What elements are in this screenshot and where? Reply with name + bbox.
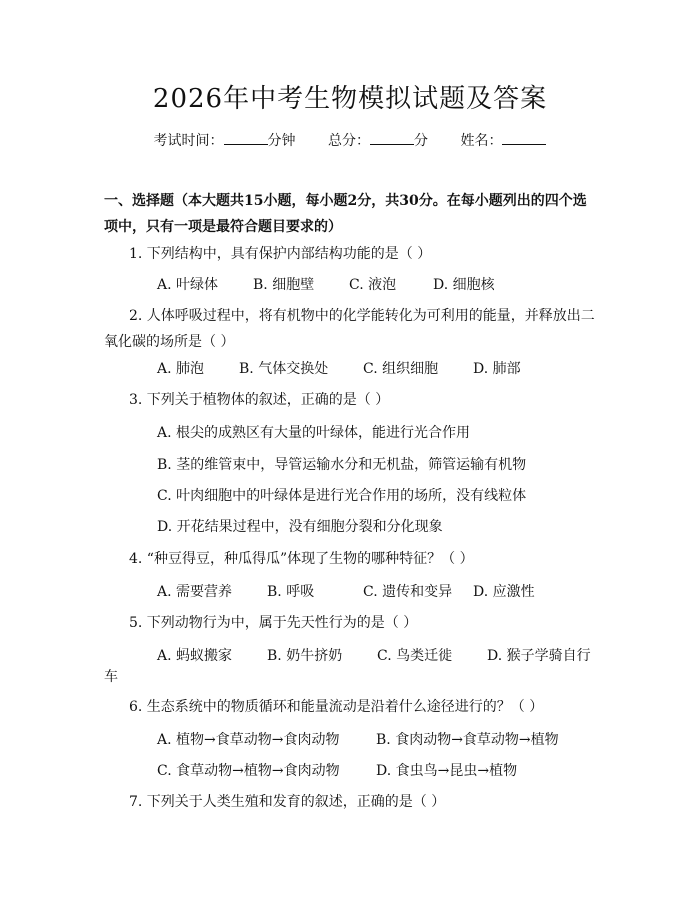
exam-time-label: 考试时间： (153, 133, 224, 149)
question-7-stem: 7. 下列关于人类生殖和发育的叙述，正确的是（ ） (129, 794, 446, 810)
question-6-option-d: D. 食虫鸟→昆虫→植物 (376, 763, 518, 779)
question-5-option-c: C. 鸟类迁徙 (377, 648, 453, 664)
question-4-options (157, 582, 600, 602)
question-5-option-d-overflow: 车 (104, 669, 118, 685)
page-title: 2026年中考生物模拟试题及答案 (152, 84, 548, 114)
question-4-stem: 4. “种豆得豆，种瓜得瓜”体现了生物的哪种特征？（ ） (129, 551, 474, 567)
question-5-option-b: B. 奶牛挤奶 (267, 648, 343, 664)
exam-time-unit: 分钟 (267, 133, 296, 149)
question-4-option-a: A. 需要营养 (157, 584, 233, 600)
question-2-option-d: D. 肺部 (473, 361, 521, 377)
exam-time-field (154, 131, 296, 151)
question-6-option-c: C. 食草动物→植物→食肉动物 (157, 763, 340, 779)
question-1-option-d: D. 细胞核 (433, 277, 495, 293)
question-5-stem: 5. 下列动物行为中，属于先天性行为的是（ ） (129, 615, 418, 631)
question-4-option-d: D. 应激性 (473, 584, 535, 600)
total-score-blank (370, 131, 414, 145)
question-4-option-b: B. 呼吸 (267, 584, 315, 600)
student-name-blank (502, 131, 546, 145)
question-1-stem: 1. 下列结构中，具有保护内部结构功能的是（ ） (129, 246, 432, 262)
question-6-option-a: A. 植物→食草动物→食肉动物 (157, 732, 340, 748)
question-3-option-c: C. 叶肉细胞中的叶绿体是进行光合作用的场所，没有线粒体 (157, 488, 527, 504)
question-3-option-d: D. 开花结果过程中，没有细胞分裂和分化现象 (157, 519, 443, 535)
question-3-option-b: B. 茎的维管束中，导管运输水分和无机盐，筛管运输有机物 (157, 457, 527, 473)
question-5-option-d: D. 猴子学骑自行 (487, 648, 591, 664)
exam-meta (0, 131, 700, 151)
question-2-option-a: A. 肺泡 (157, 361, 205, 377)
question-2-stem: 2. 人体呼吸过程中，将有机物中的化学能转化为可利用的能量，并释放出二氧化碳的场所是（ ） (104, 308, 595, 350)
question-3-option-a: A. 根尖的成熟区有大量的叶绿体，能进行光合作用 (157, 425, 471, 441)
total-score-field (328, 131, 428, 151)
exam-time-blank (224, 131, 268, 145)
question-2-options (157, 359, 600, 379)
question-1-option-b: B. 细胞壁 (253, 277, 315, 293)
question-1-option-c: C. 液泡 (349, 277, 397, 293)
section-heading: 一、选择题（本大题共15小题，每小题2分，共30分。在每小题列出的四个选项中，只有一项是最符合题目要求的） (104, 193, 587, 235)
question-5-options (157, 646, 600, 666)
question-6-stem: 6. 生态系统中的物质循环和能量流动是沿着什么途径进行的？（ ） (129, 699, 544, 715)
question-5-option-a: A. 蚂蚁搬家 (157, 648, 233, 664)
question-1-option-a: A. 叶绿体 (157, 277, 219, 293)
question-6-options-row-2 (157, 761, 600, 781)
question-3-stem: 3. 下列关于植物体的叙述，正确的是（ ） (129, 392, 390, 408)
total-score-label: 总分： (328, 133, 370, 149)
question-6-option-b: B. 食肉动物→食草动物→植物 (376, 732, 559, 748)
question-1-options (157, 275, 600, 295)
question-2-option-c: C. 组织细胞 (363, 361, 439, 377)
question-2-option-b: B. 气体交换处 (239, 361, 329, 377)
student-name-label: 姓名： (460, 133, 503, 149)
question-4-option-c: C. 遗传和变异 (363, 584, 453, 600)
total-score-unit: 分 (414, 133, 428, 149)
question-6-options-row-1 (157, 730, 600, 750)
student-name-field (460, 131, 546, 151)
